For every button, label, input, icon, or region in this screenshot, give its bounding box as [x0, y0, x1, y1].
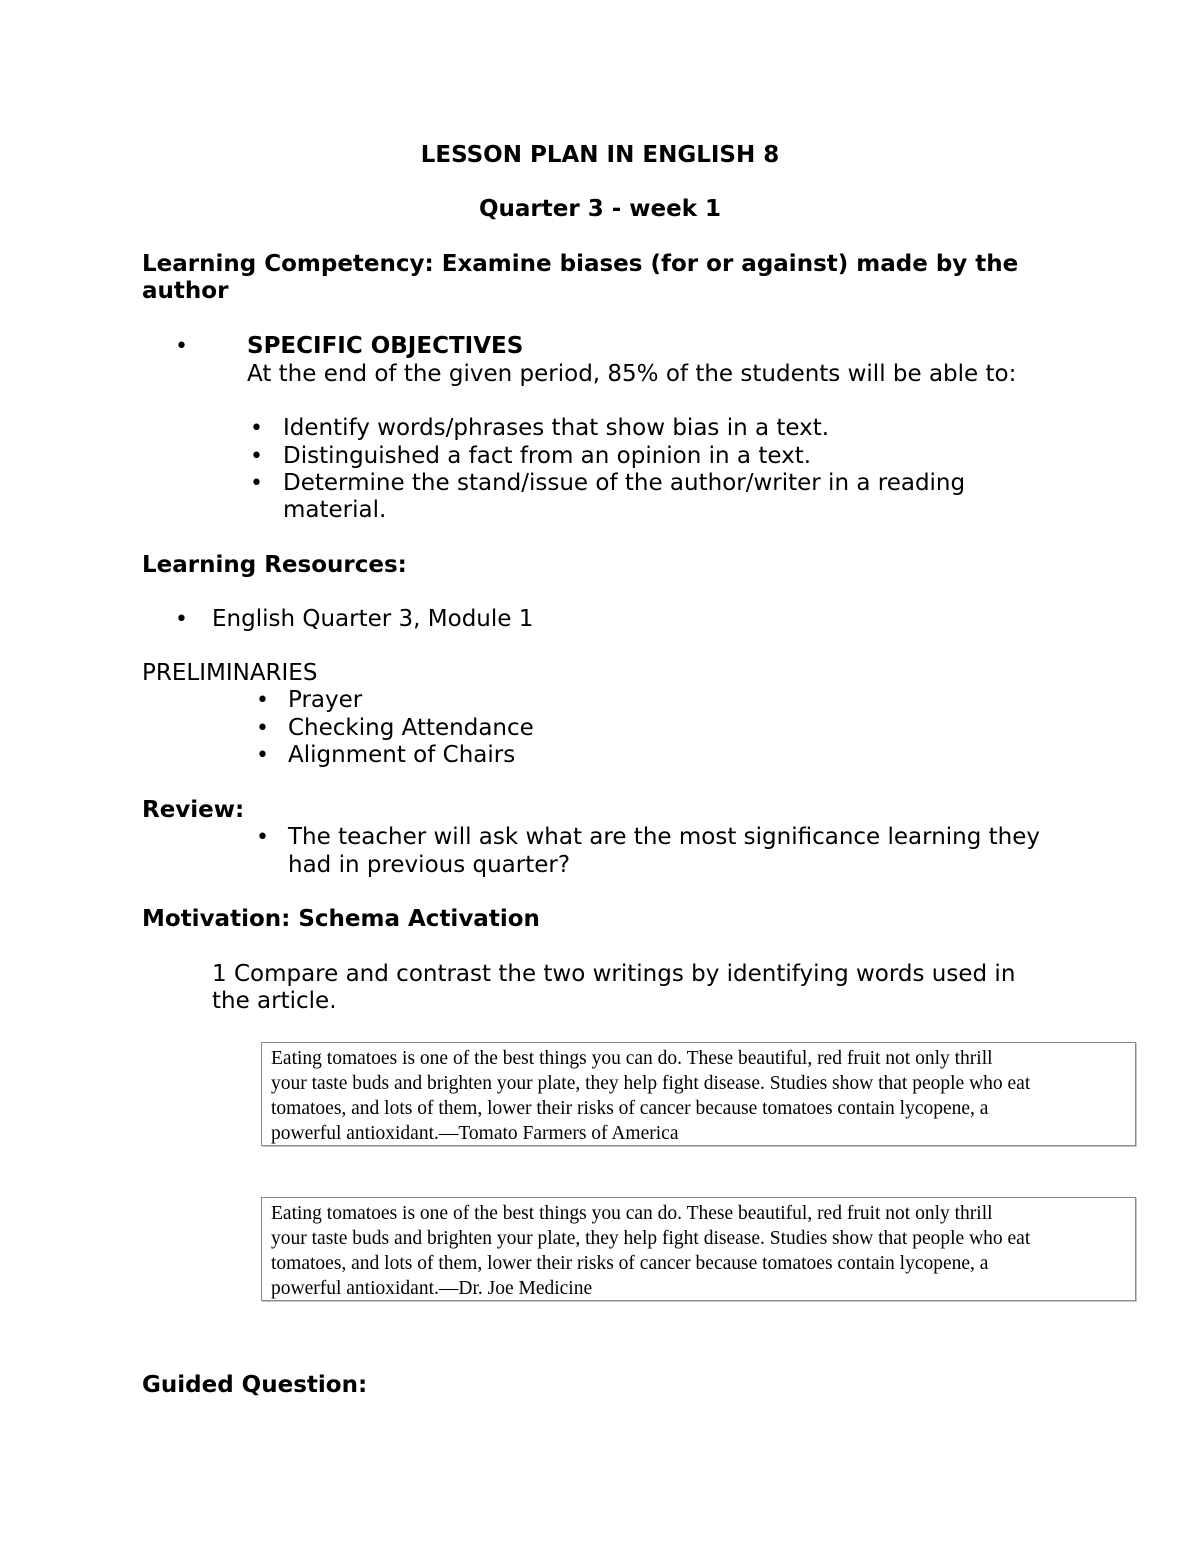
quote-line: powerful antioxidant.—Dr. Joe Medicine — [271, 1278, 593, 1299]
guided-question-heading: Guided Question: — [142, 1372, 368, 1398]
objective-item: Determine the stand/issue of the author/writer in a reading — [283, 470, 966, 496]
quote-box-tomato-farmers — [261, 1042, 1136, 1146]
competency-line-2: author — [142, 278, 229, 304]
motivation-heading: Motivation: Schema Activation — [142, 906, 540, 932]
bullet-icon: • — [175, 334, 188, 359]
resources-heading: Learning Resources: — [142, 552, 407, 578]
bullet-icon: • — [256, 825, 269, 850]
page-subtitle: Quarter 3 - week 1 — [478, 196, 722, 222]
bullet-icon: • — [256, 688, 269, 713]
review-item-line-2: had in previous quarter? — [288, 852, 571, 878]
bullet-icon: • — [256, 716, 269, 741]
page-title: LESSON PLAN IN ENGLISH 8 — [420, 142, 780, 168]
resource-item: English Quarter 3, Module 1 — [212, 606, 534, 632]
review-heading: Review: — [142, 797, 245, 823]
objectives-intro: At the end of the given period, 85% of the students will be able to: — [247, 361, 1017, 387]
preliminary-item: Prayer — [288, 687, 363, 713]
objectives-heading: SPECIFIC OBJECTIVES — [247, 333, 524, 359]
preliminary-item: Alignment of Chairs — [288, 742, 516, 768]
quote-line: your taste buds and brighten your plate, they help fight disease. Studies show that people who eat — [271, 1228, 1031, 1249]
quote-line: Eating tomatoes is one of the best things you can do. These beautiful, red fruit not only thrill — [271, 1048, 993, 1069]
motivation-task-line-2: the article. — [212, 988, 337, 1014]
quote-line: your taste buds and brighten your plate, they help fight disease. Studies show that people who eat — [271, 1073, 1031, 1094]
quote-line: powerful antioxidant.—Tomato Farmers of America — [271, 1123, 679, 1144]
bullet-icon: • — [256, 743, 269, 768]
bullet-icon: • — [250, 416, 263, 441]
preliminaries-heading: PRELIMINARIES — [142, 660, 318, 686]
objective-item-continued: material. — [283, 497, 387, 523]
competency-line-1: Learning Competency: Examine biases (for or against) made by the — [142, 251, 1019, 277]
quote-line: Eating tomatoes is one of the best things you can do. These beautiful, red fruit not only thrill — [271, 1203, 993, 1224]
quote-line: tomatoes, and lots of them, lower their risks of cancer because tomatoes contain lycopene, a — [271, 1253, 989, 1274]
objective-item: Identify words/phrases that show bias in a text. — [283, 415, 830, 441]
bullet-icon: • — [175, 607, 188, 632]
bullet-icon: • — [250, 471, 263, 496]
quote-box-dr-joe — [261, 1197, 1136, 1301]
quote-line: tomatoes, and lots of them, lower their risks of cancer because tomatoes contain lycopene, a — [271, 1098, 989, 1119]
bullet-icon: • — [250, 444, 263, 469]
motivation-task-line-1: 1 Compare and contrast the two writings by identifying words used in — [212, 961, 1016, 987]
review-item-line-1: The teacher will ask what are the most significance learning they — [288, 824, 1041, 850]
preliminary-item: Checking Attendance — [288, 715, 534, 741]
objective-item: Distinguished a fact from an opinion in a text. — [283, 443, 812, 469]
